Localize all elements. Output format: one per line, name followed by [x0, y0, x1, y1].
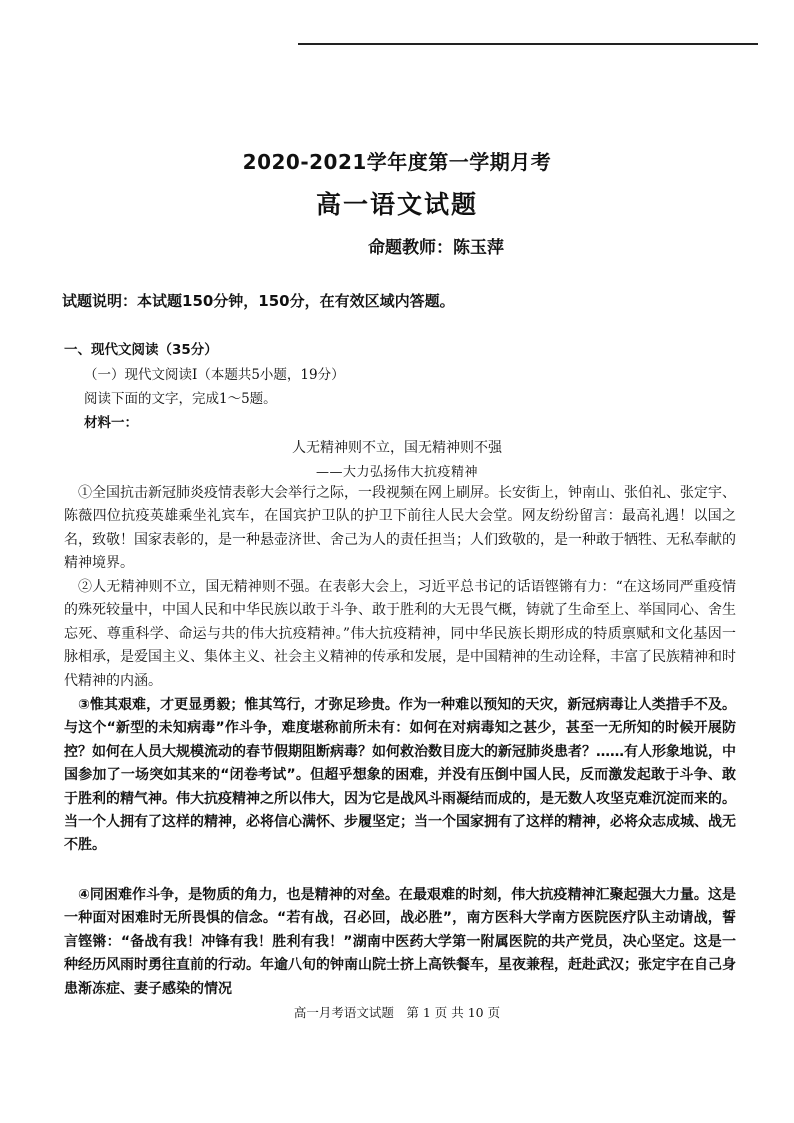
article-paragraph-4: ④同困难作斗争，是物质的角力，也是精神的对垒。在最艰难的时刻，伟大抗疫精神汇聚起强大力量。这是一种面对困难时无所畏惧的信念。“若有战，召必回，战必胜”，南方医科大学南方医院医疗队主动请战，誓言铿锵：“备战有我！冲锋有我！胜利有我！”湖南中医药大学第一附属医院的共产党员，决心坚定。这是一种经历风雨时勇往直前的行动。年逾八旬的钟南山院士挤上高铁餐车，星夜兼程，赶赴武汉；张定宇在自己身患渐冻症、妻子感染的情况: [64, 887, 736, 997]
teacher-name: 命题教师：陈玉萍: [368, 238, 504, 258]
sub-section-heading: （一）现代文阅读Ⅰ（本题共5小题，19分）: [84, 367, 345, 383]
article-paragraph-3: ③惟其艰难，才更显勇毅；惟其笃行，才弥足珍贵。作为一种难以预知的天灾，新冠病毒让人类措手不及。与这个“新型的未知病毒”作斗争，难度堪称前所未有：如何在对病毒知之甚少，甚至一无所知的时候开展防控？如何在人员大规模流动的春节假期阻断病毒？如何救治数目庞大的新冠肺炎患者？……有人形象地说，中国参加了一场突如其来的“闭卷考试”。但超乎想象的困难，并没有压倒中国人民，反而激发起敢于斗争、敢于胜利的精气神。伟大抗疫精神之所以伟大，因为它是战风斗雨凝结而成的，是无数人攻坚克难沉淀而来的。当一个人拥有了这样的精神，必将信心满怀、步履坚定；当一个国家拥有了这样的精神，必将众志成城、战无不胜。: [64, 697, 736, 854]
article-paragraph-1: ①全国抗击新冠肺炎疫情表彰大会举行之际，一段视频在网上刷屏。长安街上，钟南山、张伯礼、张定宇、陈薇四位抗疫英雄乘坐礼宾车，在国宾护卫队的护卫下前往人民大会堂。网友纷纷留言：最高礼遇！以国之名，致敬！国家表彰的，是一种悬壶济世、舍己为人的责任担当；人们致敬的，是一种敢于牺牲、无私奉献的精神境界。: [64, 485, 736, 572]
article-subtitle: ——大力弘扬伟大抗疫精神: [315, 465, 478, 480]
reading-instruction: 阅读下面的文字，完成1～5题。: [84, 391, 277, 407]
exam-title: 2020-2021学年度第一学期月考: [242, 150, 552, 174]
exam-instructions: 试题说明：本试题150分钟，150分，在有效区域内答题。: [62, 292, 455, 310]
article-paragraph-2: ②人无精神则不立，国无精神则不强。在表彰大会上，习近平总书记的话语铿锵有力：“在这场同严重疫情的殊死较量中，中国人民和中华民族以敢于斗争、敢于胜利的大无畏气概，铸就了生命至上、举国同心、舍生忘死、尊重科学、命运与共的伟大抗疫精神。”伟大抗疫精神，同中华民族长期形成的特质禀赋和文化基因一脉相承，是爱国主义、集体主义、社会主义精神的传承和发展，是中国精神的生动诠释，丰富了民族精神和时代精神的内涵。: [64, 579, 736, 689]
page-footer: 高一月考语文试题 第 1 页 共 10 页: [293, 1005, 501, 1020]
material-label: 材料一：: [84, 415, 138, 431]
section-heading: 一、现代文阅读（35分）: [64, 342, 218, 358]
subject-title: 高一语文试题: [315, 190, 478, 219]
top-rule: [298, 43, 758, 45]
article-title: 人无精神则不立，国无精神则不强: [292, 440, 502, 456]
